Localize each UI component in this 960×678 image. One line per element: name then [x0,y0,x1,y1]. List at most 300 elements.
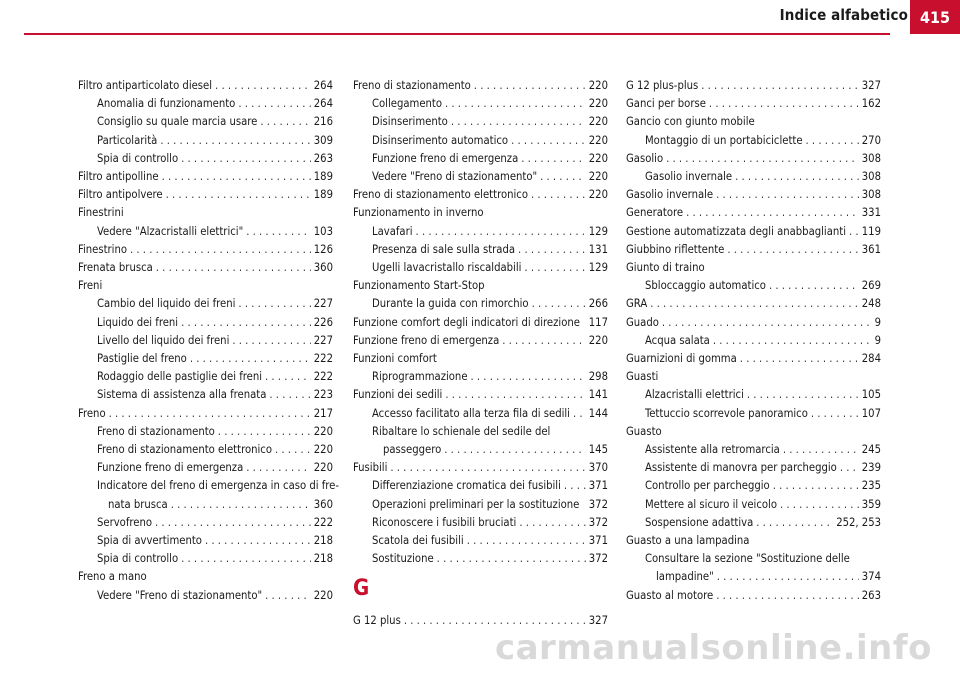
leader-dots [205,532,311,550]
index-entry-text: Funzioni dei sedili [353,388,443,402]
index-entry-text: Sospensione adattiva [645,515,754,529]
index-entry-text: Vedere "Freno di stazionamento" [97,588,263,602]
index-entry [353,95,608,113]
index-entry [626,168,881,186]
index-entry-text: Gasolio invernale [626,188,714,202]
index-entry-text: Guasti [626,370,659,384]
index-entry-page: 220 [588,170,608,184]
index-entry-text: Riprogrammazione [372,370,468,384]
leader-dots [780,496,859,514]
index-entry-text: Spia di controllo [97,151,179,165]
leader-dots [444,441,586,459]
index-entry [626,514,881,532]
leader-dots [162,168,311,186]
index-entry-page: 331 [861,206,881,220]
index-entry-text: Gasolio [626,151,664,165]
index-entry-page: 103 [313,224,333,238]
index-entry-text: Differenziazione cromatica dei fusibili [372,479,561,493]
leader-dots [540,168,586,186]
index-entry-page: 189 [313,170,333,184]
index-entry-text: Generatore [626,206,684,220]
index-entry-page: 107 [861,406,881,420]
index-entry [78,295,333,313]
index-entry-page: 372 [588,497,608,511]
index-entry-text: Tettuccio scorrevole panoramico [645,406,808,420]
index-entry [353,459,608,477]
leader-dots [181,550,311,568]
index-entry-page: 220 [313,424,333,438]
index-entry-text: Accesso facilitato alla terza fila di sedili [372,406,570,420]
index-entry-text: Freno di stazionamento [97,424,215,438]
index-entry-text: Montaggio di un portabiciclette [645,133,803,147]
index-entry-text: G 12 plus-plus [626,79,699,92]
index-entry-text: Cambio del liquido dei freni [97,297,236,311]
index-column-2 [353,77,608,631]
index-entry [353,77,608,95]
index-entry [626,113,881,131]
index-entry-page: 189 [313,188,333,202]
index-entry-text: Freni [78,279,103,293]
index-entry [626,368,881,386]
index-entry [353,332,608,350]
leader-dots [467,532,586,550]
leader-dots [511,132,586,150]
index-entry [353,477,608,495]
index-entry [78,587,333,605]
index-entry-page: 327 [861,79,881,92]
leader-dots [109,405,311,423]
index-entry-page: 227 [313,297,333,311]
leader-dots [437,550,586,568]
index-entry [78,95,333,113]
index-entry-page: 216 [313,115,333,129]
index-entry [353,423,608,441]
leader-dots [686,204,859,222]
index-entry-text: Freno [78,406,106,420]
index-entry-page: 220 [588,79,608,92]
index-entry [353,150,608,168]
leader-dots [232,332,310,350]
leader-dots [166,186,311,204]
index-entry-text: Guasto al motore [626,588,714,602]
index-entry-page: 222 [313,352,333,366]
leader-dots [773,477,859,495]
index-entry-page: 144 [588,406,608,420]
index-entry [78,405,333,423]
index-entry-text: Giubbino riflettente [626,242,725,256]
index-entry [353,168,608,186]
leader-dots [181,314,311,332]
index-entry-text: Liquido dei freni [97,315,179,329]
index-entry-text: Sbloccaggio automatico [645,279,766,293]
index-entry-page: 235 [861,479,881,493]
index-entry-page: 374 [861,570,881,584]
index-entry-text: Collegamento [372,97,443,111]
leader-dots [265,368,311,386]
index-entry [353,550,608,568]
index-entry [353,368,608,386]
index-entry-text: Alzacristalli elettrici [645,388,744,402]
index-entry-text: passeggero [383,443,442,457]
leader-dots [783,441,859,459]
index-entry [353,314,608,332]
index-entry [626,550,881,568]
index-entry-page: 264 [313,97,333,111]
index-entry-page: 222 [313,515,333,529]
leader-dots [269,386,310,404]
leader-dots [265,587,311,605]
index-entry [353,405,608,423]
leader-dots [260,113,310,131]
index-entry [353,132,608,150]
index-entry [626,223,881,241]
index-entry-text: Fusibili [353,461,388,475]
index-entry-text: Ugelli lavacristallo riscaldabili [372,261,522,275]
index-entry [353,350,608,368]
index-entry [353,241,608,259]
index-entry-text: Rodaggio delle pastiglie dei freni [97,370,263,384]
index-entry [626,150,881,168]
index-entry [78,113,333,131]
leader-dots [218,423,311,441]
index-entry-page: 245 [861,443,881,457]
index-entry [78,532,333,550]
index-entry [78,204,333,222]
leader-dots [246,459,311,477]
index-entry [78,514,333,532]
index-entry-page: 117 [588,315,608,329]
leader-dots [662,314,872,332]
index-entry-page: 220 [588,97,608,111]
leader-dots [502,332,586,350]
index-entry-text: Controllo per parcheggio [645,479,770,493]
index-entry-text: Funzionamento in inverno [353,206,484,220]
index-entry-page: 162 [861,97,881,111]
index-entry-text: Ribaltare lo schienale del sedile del [372,424,551,438]
index-entry-page: 252, 253 [836,515,881,529]
index-entry-page: 129 [588,261,608,275]
index-entry [78,496,333,514]
page-number-tab [910,0,960,34]
index-entry-page: 9 [874,333,881,347]
index-entry [353,514,608,532]
index-entry-text: Spia di avvertimento [97,534,202,548]
index-entry-page: 266 [588,297,608,311]
index-entry-text: Guasto a una lampadina [626,534,750,548]
index-entry-page: 308 [861,170,881,184]
index-entry [626,587,881,605]
index-entry-page: 220 [588,151,608,165]
index-entry-text: Lavafari [372,224,413,238]
leader-dots [275,441,311,459]
index-entry-page: 220 [588,133,608,147]
leader-dots [156,259,311,277]
leader-dots [716,587,859,605]
leader-dots [701,77,859,95]
leader-dots [531,186,586,204]
index-entry [353,386,608,404]
index-entry-page: 372 [588,552,608,566]
index-entry-page: 119 [861,224,881,238]
leader-dots [130,241,311,259]
index-entry-text: Riconoscere i fusibili bruciati [372,515,517,529]
leader-dots [246,223,311,241]
index-entry-text: Funzione freno di emergenza [372,151,519,165]
leader-dots [451,113,586,131]
index-entry-page: 269 [861,279,881,293]
section-letter-g: G [353,576,370,602]
index-entry-text: Freno di stazionamento [353,79,471,92]
leader-dots [811,405,859,423]
index-entry-text: Funzione freno di emergenza [97,461,244,475]
leader-dots [727,241,858,259]
index-entry [626,386,881,404]
index-entry-page: 359 [861,497,881,511]
index-entry [626,132,881,150]
index-entry-page: 220 [588,188,608,202]
leader-dots [747,386,859,404]
index-entry [353,186,608,204]
index-entry-text: Freno di stazionamento elettronico [97,443,272,457]
index-entry-page: 371 [588,534,608,548]
index-entry-text: Filtro antipolline [78,170,159,184]
leader-dots [564,477,586,495]
leader-dots [181,150,311,168]
index-entry-page: 223 [313,388,333,402]
index-entry [626,568,881,586]
index-entry [353,496,608,514]
index-entry [626,95,881,113]
index-entry-text: Filtro antiparticolato diesel [78,79,213,92]
index-entry-text: Gasolio invernale [645,170,733,184]
index-entry-text: Sistema di assistenza alla frenata [97,388,267,402]
page-title: Indice alfabetico [779,6,908,24]
leader-dots [524,259,585,277]
leader-dots [717,568,859,586]
index-entry-text: Gestione automatizzata degli anabbaglianti [626,224,847,238]
index-entry-text: Durante la guida con rimorchio [372,297,529,311]
leader-dots [716,186,859,204]
index-entry [626,532,881,550]
index-entry-page: 141 [588,388,608,402]
index-entry-text: Acqua salata [645,333,710,347]
index-entry-page: 220 [313,588,333,602]
index-entry-text: Consultare la sezione "Sostituzione delle [645,552,850,566]
leader-dots [806,132,859,150]
leader-dots [769,277,859,295]
index-entry-page: 270 [861,133,881,147]
index-entry-page: 298 [588,370,608,384]
leader-dots [650,295,859,313]
index-entry-page: 220 [588,333,608,347]
index-entry-text: Finestrini [78,206,124,220]
index-entry-page: 222 [313,370,333,384]
index-entry-page: 284 [861,352,881,366]
index-entry-text: Freno di stazionamento elettronico [353,188,528,202]
index-entry [78,368,333,386]
index-entry-text: Assistente alla retromarcia [645,443,780,457]
leader-dots [390,459,585,477]
index-entry-text: Servofreno [97,515,152,529]
leader-dots [756,514,833,532]
index-entry [353,113,608,131]
leader-dots [215,77,311,95]
index-entry [78,423,333,441]
index-entry [626,496,881,514]
index-column-2-entries [353,77,608,568]
index-entry [78,477,339,495]
leader-dots [735,168,859,186]
index-entry-page: 227 [313,333,333,347]
leader-dots [238,295,310,313]
index-entry-text: Filtro antipolvere [78,188,163,202]
index-entry [78,259,333,277]
index-entry [78,150,333,168]
index-entry [78,132,333,150]
index-entry-page: 263 [313,151,333,165]
index-entry [626,405,881,423]
index-entry-page: 218 [313,552,333,566]
index-entry-text: nata brusca [108,497,168,511]
index-entry-page: 308 [861,188,881,202]
leader-dots [471,368,586,386]
page-number: 415 [919,7,951,27]
index-entry [78,277,333,295]
index-entry [353,223,608,241]
index-entry-page: 308 [861,151,881,165]
index-entry-page: 360 [313,261,333,275]
index-entry-text: Disinserimento [372,115,448,129]
index-entry-page: 218 [313,534,333,548]
index-entry-text: Operazioni preliminari per la sostituzione [372,497,580,511]
leader-dots [849,223,859,241]
index-entry-page: 309 [313,133,333,147]
leader-dots [171,496,311,514]
index-entry-text: Ganci per borse [626,97,706,111]
index-entry-page: 248 [861,297,881,311]
index-entry [78,441,333,459]
index-entry-text: G 12 plus [353,614,401,628]
index-entry-text: Livello del liquido dei freni [97,333,230,347]
index-entry [78,314,333,332]
index-entry-page: 372 [588,515,608,529]
index-entry [78,350,333,368]
index-entry-text: Vedere "Freno di stazionamento" [372,170,538,184]
index-entry-page: 217 [313,406,333,420]
index-entry [78,77,333,95]
index-entry-text: Guarnizioni di gomma [626,352,737,366]
index-entry-page: 9 [874,315,881,329]
index-entry [78,459,333,477]
index-entry [78,186,333,204]
leader-dots [190,350,311,368]
index-entry-text: Finestrino [78,242,128,256]
index-entry-page: 360 [313,497,333,511]
index-entry-page: 239 [861,461,881,475]
index-entry-text: Giunto di traino [626,261,705,275]
leader-dots [238,95,310,113]
index-entry-text: Gancio con giunto mobile [626,115,755,129]
index-entry [353,441,608,459]
index-entry-text: Frenata brusca [78,261,153,275]
index-entry-text: Funzione freno di emergenza [353,333,500,347]
index-entry-text: lampadine" [656,570,714,584]
index-entry-text: Assistente di manovra per parcheggio [645,461,837,475]
leader-dots [474,77,586,95]
index-entry-text: Freno a mano [78,570,147,584]
index-entry-text: Funzione comfort degli indicatori di direzione [353,315,580,329]
index-entry-page: 129 [588,224,608,238]
index-entry [626,186,881,204]
index-entry-text: Funzioni comfort [353,352,437,366]
index-entry-text: Indicatore del freno di emergenza in caso di fre- [97,479,339,493]
index-entry-page: 131 [588,242,608,256]
index-entry-text: Disinserimento automatico [372,133,509,147]
index-entry-page: 105 [861,388,881,402]
index-entry-text: GRA [626,297,648,311]
leader-dots [155,514,311,532]
index-entry [626,241,881,259]
leader-dots [518,241,586,259]
index-entry [78,550,333,568]
leader-dots [740,350,859,368]
index-entry-text: Particolarità [97,133,158,147]
leader-dots [445,95,586,113]
index-entry [626,350,881,368]
index-column-1 [78,77,339,605]
index-entry-text: Spia di controllo [97,552,179,566]
index-entry-text: Mettere al sicuro il veicolo [645,497,777,511]
index-entry [78,241,333,259]
index-entry [626,295,881,313]
leader-dots [573,405,586,423]
index-entry [626,477,881,495]
index-entry-page: 327 [588,614,608,628]
index-entry-text: Pastiglie del freno [97,352,187,366]
index-entry-page: 126 [313,242,333,256]
index-entry-page: 370 [588,461,608,475]
leader-dots [521,150,586,168]
index-entry [626,204,881,222]
index-entry [78,386,333,404]
index-column-3 [626,77,881,605]
leader-dots [416,223,586,241]
index-entry [626,259,881,277]
index-entry-page: 264 [313,79,333,92]
index-entry-page: 220 [313,443,333,457]
index-entry-page: 361 [861,242,881,256]
index-entry [626,314,881,332]
header-rule [24,33,890,35]
index-entry-page: 145 [588,443,608,457]
index-entry [626,423,881,441]
leader-dots [709,95,859,113]
index-entry-page: 226 [313,315,333,329]
leader-dots [160,132,310,150]
leader-dots [519,514,585,532]
index-entry [353,277,608,295]
index-entry [78,568,333,586]
index-entry-text: Guasto [626,424,662,438]
index-entry [626,77,881,95]
leader-dots [445,386,585,404]
leader-dots [713,332,872,350]
index-entry [78,168,333,186]
index-entry-page: 220 [313,461,333,475]
index-entry [78,332,333,350]
index-entry-text: Anomalia di funzionamento [97,97,236,111]
index-entry-page: 220 [588,115,608,129]
